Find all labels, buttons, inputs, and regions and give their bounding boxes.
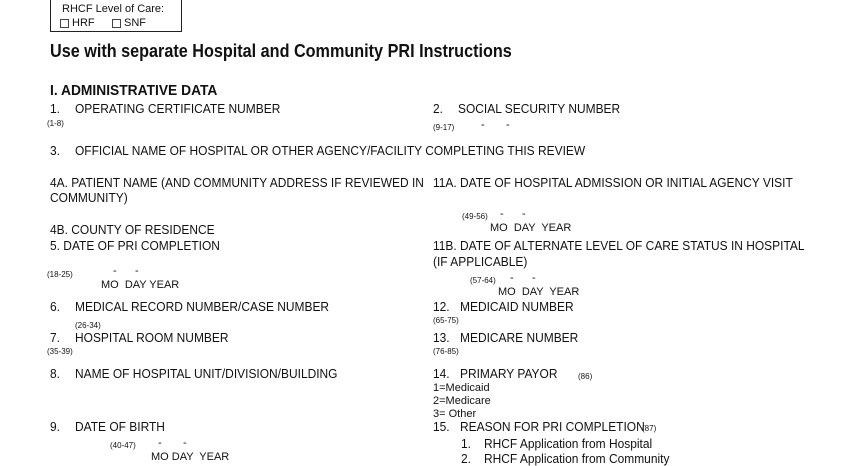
field-9-num: 9. xyxy=(50,419,60,434)
field-8-label: NAME OF HOSPITAL UNIT/DIVISION/BUILDING xyxy=(75,366,338,381)
field-9-mdy: MO DAY YEAR xyxy=(151,451,230,463)
reason-option-2-text: RHCF Application from Community xyxy=(484,451,670,466)
field-4a-label-cont: COMMUNITY) xyxy=(50,190,128,205)
field-2-separators: - - xyxy=(481,119,510,131)
field-8-num: 8. xyxy=(50,366,60,381)
field-6-label: MEDICAL RECORD NUMBER/CASE NUMBER xyxy=(75,299,330,314)
field-9-cols: (40-47) xyxy=(110,441,136,450)
field-4a-label: 4A. PATIENT NAME (AND COMMUNITY ADDRESS IF REVIEWED IN xyxy=(50,175,424,190)
field-13-num: 13. xyxy=(433,330,450,345)
reason-option-1-text: RHCF Application from Hospital xyxy=(484,436,653,451)
field-2-label: SOCIAL SECURITY NUMBER xyxy=(458,101,621,116)
field-11a-cols: (49-56) xyxy=(462,212,488,221)
field-5-num: 5. xyxy=(50,238,60,253)
field-6-cols: (26-34) xyxy=(75,321,101,330)
field-1-num: 1. xyxy=(50,101,60,116)
field-3-num: 3. xyxy=(50,143,60,158)
field-11b-separators: - - xyxy=(510,272,536,284)
field-9-separators: - - xyxy=(158,437,187,449)
field-5-mdy: MO DAY YEAR xyxy=(101,279,180,291)
field-12-label: MEDICAID NUMBER xyxy=(460,299,574,314)
section-title: I. ADMINISTRATIVE DATA xyxy=(50,82,218,99)
field-14-cols: (86) xyxy=(578,372,593,381)
field-7-num: 7. xyxy=(50,330,60,345)
level-snf-option[interactable] xyxy=(112,17,146,29)
field-12-num: 12. xyxy=(433,299,450,314)
field-14-num: 14. xyxy=(433,366,450,381)
field-7-cols: (35-39) xyxy=(47,347,73,356)
field-5-separators: - - xyxy=(113,265,139,277)
field-5-text: DATE OF PRI COMPLETION xyxy=(63,238,220,253)
field-2-num: 2. xyxy=(433,101,443,116)
field-4b-label: 4B. COUNTY OF RESIDENCE xyxy=(50,222,215,237)
field-11b-mdy: MO DAY YEAR xyxy=(498,286,580,298)
payor-option-other: 3= Other xyxy=(433,408,477,420)
field-2-cols: (9-17) xyxy=(433,123,455,132)
field-11a-separators: - - xyxy=(500,208,526,220)
field-9-label: DATE OF BIRTH xyxy=(75,419,165,434)
level-of-care-title: RHCF Level of Care: xyxy=(62,3,165,15)
payor-option-medicare: 2=Medicare xyxy=(433,395,491,407)
snf-checkbox[interactable] xyxy=(112,19,121,28)
field-11b-cols: (57-64) xyxy=(470,276,496,285)
page-heading: Use with separate Hospital and Community PRI Instructions xyxy=(50,41,512,61)
snf-label: SNF xyxy=(124,17,146,29)
level-hrf-option[interactable] xyxy=(60,17,95,29)
hrf-checkbox[interactable] xyxy=(60,19,69,28)
field-6-num: 6. xyxy=(50,299,60,314)
field-11a-mdy: MO DAY YEAR xyxy=(490,222,572,234)
hrf-label: HRF xyxy=(72,17,95,29)
field-14-label: PRIMARY PAYOR xyxy=(460,366,558,381)
reason-option-1-num: 1. xyxy=(461,436,471,451)
field-1-label: OPERATING CERTIFICATE NUMBER xyxy=(75,101,281,116)
field-1-cols: (1-8) xyxy=(47,119,64,128)
field-5-cols: (18-25) xyxy=(47,270,73,279)
field-5-label xyxy=(50,238,220,253)
field-15-num: 15. xyxy=(433,419,450,434)
field-3-label: OFFICIAL NAME OF HOSPITAL OR OTHER AGENCY/FACILITY COMPLETING THIS REVIEW xyxy=(75,143,586,158)
field-15-label: REASON FOR PRI COMPLETION xyxy=(460,419,645,434)
field-11b-label: 11B. DATE OF ALTERNATE LEVEL OF CARE STATUS IN HOSPITAL xyxy=(433,238,805,253)
field-12-cols: (65-75) xyxy=(433,316,459,325)
field-15-cols: (87) xyxy=(642,424,657,433)
field-13-cols: (76-85) xyxy=(433,347,459,356)
field-11a-label: 11A. DATE OF HOSPITAL ADMISSION OR INITIAL AGENCY VISIT xyxy=(433,175,793,190)
field-13-label: MEDICARE NUMBER xyxy=(460,330,579,345)
field-11b-label-cont: (IF APPLICABLE) xyxy=(433,254,528,269)
field-7-label: HOSPITAL ROOM NUMBER xyxy=(75,330,229,345)
payor-option-medicaid: 1=Medicaid xyxy=(433,382,490,394)
reason-option-2-num: 2. xyxy=(461,451,471,466)
